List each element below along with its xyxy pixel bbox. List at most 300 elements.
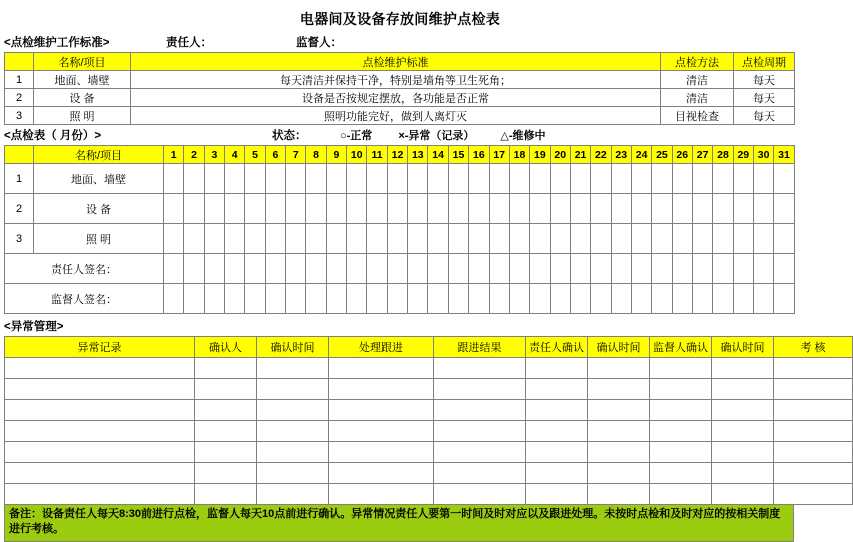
- signature-cell-day-5[interactable]: [245, 284, 265, 314]
- checklist-cell-day-18[interactable]: [509, 194, 529, 224]
- checklist-cell-day-13[interactable]: [408, 164, 428, 194]
- checklist-cell-day-7[interactable]: [286, 194, 306, 224]
- table-row: [5, 107, 795, 125]
- signature-cell-day-22[interactable]: [591, 284, 611, 314]
- signature-cell-day-10[interactable]: [347, 254, 367, 284]
- signature-row: [5, 284, 795, 314]
- signature-cell-day-30[interactable]: [753, 254, 773, 284]
- checklist-cell-day-19[interactable]: [530, 164, 550, 194]
- table-row: [5, 379, 853, 400]
- signature-cell-day-11[interactable]: [367, 284, 387, 314]
- checklist-cell-day-17[interactable]: [489, 194, 509, 224]
- signature-cell-day-12[interactable]: [387, 284, 407, 314]
- checklist-cell-day-22[interactable]: [591, 224, 611, 254]
- signature-label: 监督人签名：: [5, 284, 164, 314]
- abnormal-cell-3[interactable]: [329, 379, 434, 400]
- legend-repairing: △-维修中: [500, 130, 546, 142]
- checklist-header-day-1: 1: [164, 146, 184, 164]
- abnormal-cell-1[interactable]: [195, 484, 257, 505]
- checklist-cell-day-8[interactable]: [306, 224, 326, 254]
- abnormal-cell-4[interactable]: [434, 463, 526, 484]
- checklist-cell-day-16[interactable]: [469, 224, 489, 254]
- abnormal-cell-1[interactable]: [195, 442, 257, 463]
- checklist-cell-day-14[interactable]: [428, 224, 448, 254]
- standards-header-standard: 点检维护标准: [131, 53, 661, 71]
- abnormal-header-5: 责任人确认: [526, 337, 588, 358]
- signature-cell-day-24[interactable]: [631, 254, 651, 284]
- standards-header-row: [5, 53, 795, 71]
- signature-cell-day-23[interactable]: [611, 254, 631, 284]
- abnormal-cell-0[interactable]: [5, 358, 195, 379]
- checklist-row-name: 照 明: [34, 224, 164, 254]
- abnormal-cell-5[interactable]: [526, 400, 588, 421]
- checklist-table: [4, 145, 795, 314]
- standards-row-standard: 照明功能完好，做到人离灯灭: [131, 107, 661, 125]
- signature-cell-day-22[interactable]: [591, 254, 611, 284]
- checklist-cell-day-14[interactable]: [428, 164, 448, 194]
- checklist-header-day-20: 20: [550, 146, 570, 164]
- checklist-cell-day-22[interactable]: [591, 194, 611, 224]
- checklist-cell-day-1[interactable]: [164, 164, 184, 194]
- standards-row-cycle: 每天: [734, 71, 795, 89]
- abnormal-cell-3[interactable]: [329, 358, 434, 379]
- checklist-cell-day-1[interactable]: [164, 194, 184, 224]
- abnormal-cell-6[interactable]: [588, 379, 650, 400]
- checklist-row-name: 地面、墙壁: [34, 164, 164, 194]
- signature-cell-day-17[interactable]: [489, 284, 509, 314]
- signature-cell-day-31[interactable]: [774, 254, 794, 284]
- checklist-cell-day-9[interactable]: [326, 194, 346, 224]
- checklist-cell-day-29[interactable]: [733, 164, 753, 194]
- checklist-cell-day-31[interactable]: [774, 194, 794, 224]
- checklist-cell-day-30[interactable]: [753, 164, 773, 194]
- abnormal-header-3: 处理跟进: [329, 337, 434, 358]
- table-row: [5, 224, 795, 254]
- signature-cell-day-2[interactable]: [184, 284, 204, 314]
- standards-row-name: 地面、墙壁: [34, 71, 131, 89]
- checklist-header-day-19: 19: [530, 146, 550, 164]
- supervisor-label: 监督人：: [296, 37, 342, 49]
- signature-cell-day-16[interactable]: [469, 284, 489, 314]
- abnormal-cell-8[interactable]: [712, 442, 774, 463]
- abnormal-cell-3[interactable]: [329, 442, 434, 463]
- signature-cell-day-9[interactable]: [326, 254, 346, 284]
- signature-cell-day-13[interactable]: [408, 284, 428, 314]
- checklist-header-day-4: 4: [225, 146, 245, 164]
- signature-cell-day-14[interactable]: [428, 254, 448, 284]
- checklist-cell-day-14[interactable]: [428, 194, 448, 224]
- abnormal-cell-4[interactable]: [434, 358, 526, 379]
- checklist-cell-day-21[interactable]: [570, 224, 590, 254]
- checklist-cell-day-8[interactable]: [306, 194, 326, 224]
- checklist-cell-day-19[interactable]: [530, 224, 550, 254]
- state-label: 状态：: [272, 130, 307, 142]
- table-row: [5, 421, 853, 442]
- signature-label: 责任人签名：: [5, 254, 164, 284]
- checklist-cell-day-26[interactable]: [672, 164, 692, 194]
- abnormal-cell-7[interactable]: [650, 400, 712, 421]
- abnormal-cell-3[interactable]: [329, 484, 434, 505]
- checklist-cell-day-11[interactable]: [367, 194, 387, 224]
- table-row: [5, 71, 795, 89]
- signature-cell-day-15[interactable]: [448, 254, 468, 284]
- signature-cell-day-7[interactable]: [286, 254, 306, 284]
- abnormal-cell-9[interactable]: [774, 442, 853, 463]
- signature-cell-day-8[interactable]: [306, 284, 326, 314]
- signature-cell-day-2[interactable]: [184, 254, 204, 284]
- checklist-cell-day-25[interactable]: [652, 224, 672, 254]
- signature-cell-day-14[interactable]: [428, 284, 448, 314]
- checklist-cell-day-31[interactable]: [774, 164, 794, 194]
- abnormal-cell-8[interactable]: [712, 358, 774, 379]
- checklist-section-label: <点检表（ 月份）>: [4, 130, 102, 142]
- standards-row-no: 2: [5, 89, 34, 107]
- checklist-row-name: 设 备: [34, 194, 164, 224]
- signature-cell-day-27[interactable]: [692, 254, 712, 284]
- checklist-cell-day-17[interactable]: [489, 164, 509, 194]
- checklist-cell-day-20[interactable]: [550, 194, 570, 224]
- checklist-cell-day-26[interactable]: [672, 194, 692, 224]
- checklist-cell-day-23[interactable]: [611, 194, 631, 224]
- abnormal-cell-5[interactable]: [526, 442, 588, 463]
- abnormal-cell-7[interactable]: [650, 421, 712, 442]
- abnormal-cell-2[interactable]: [257, 358, 329, 379]
- checklist-cell-day-22[interactable]: [591, 164, 611, 194]
- checklist-cell-day-24[interactable]: [631, 164, 651, 194]
- abnormal-cell-8[interactable]: [712, 484, 774, 505]
- abnormal-cell-1[interactable]: [195, 358, 257, 379]
- legend-abnormal: ×-异常（记录）: [398, 130, 475, 142]
- checklist-header-day-27: 27: [692, 146, 712, 164]
- abnormal-cell-1[interactable]: [195, 421, 257, 442]
- checklist-cell-day-12[interactable]: [387, 224, 407, 254]
- abnormal-cell-8[interactable]: [712, 379, 774, 400]
- abnormal-cell-8[interactable]: [712, 463, 774, 484]
- checklist-cell-day-23[interactable]: [611, 164, 631, 194]
- signature-cell-day-13[interactable]: [408, 254, 428, 284]
- signature-cell-day-31[interactable]: [774, 284, 794, 314]
- checklist-cell-day-11[interactable]: [367, 224, 387, 254]
- checklist-cell-day-27[interactable]: [692, 194, 712, 224]
- checklist-cell-day-24[interactable]: [631, 224, 651, 254]
- checklist-header-row: [5, 146, 795, 164]
- checklist-cell-day-4[interactable]: [225, 164, 245, 194]
- abnormal-cell-5[interactable]: [526, 421, 588, 442]
- abnormal-cell-7[interactable]: [650, 358, 712, 379]
- checklist-cell-day-4[interactable]: [225, 224, 245, 254]
- abnormal-cell-0[interactable]: [5, 379, 195, 400]
- checklist-cell-day-29[interactable]: [733, 224, 753, 254]
- checklist-cell-day-11[interactable]: [367, 164, 387, 194]
- abnormal-cell-9[interactable]: [774, 358, 853, 379]
- signature-cell-day-4[interactable]: [225, 254, 245, 284]
- standards-row-no: 3: [5, 107, 34, 125]
- checklist-cell-day-3[interactable]: [204, 224, 224, 254]
- checklist-cell-day-15[interactable]: [448, 224, 468, 254]
- signature-cell-day-8[interactable]: [306, 254, 326, 284]
- checklist-header-day-12: 12: [387, 146, 407, 164]
- checklist-header-day-7: 7: [286, 146, 306, 164]
- checklist-cell-day-7[interactable]: [286, 224, 306, 254]
- signature-cell-day-6[interactable]: [265, 254, 285, 284]
- abnormal-cell-4[interactable]: [434, 484, 526, 505]
- checklist-cell-day-13[interactable]: [408, 224, 428, 254]
- abnormal-header-row: [5, 337, 853, 358]
- checklist-cell-day-3[interactable]: [204, 164, 224, 194]
- signature-cell-day-12[interactable]: [387, 254, 407, 284]
- signature-cell-day-3[interactable]: [204, 284, 224, 314]
- checklist-header-day-23: 23: [611, 146, 631, 164]
- signature-cell-day-3[interactable]: [204, 254, 224, 284]
- abnormal-cell-3[interactable]: [329, 421, 434, 442]
- checklist-header-day-31: 31: [774, 146, 794, 164]
- abnormal-header-8: 确认时间: [712, 337, 774, 358]
- signature-cell-day-7[interactable]: [286, 284, 306, 314]
- checklist-cell-day-27[interactable]: [692, 164, 712, 194]
- abnormal-cell-2[interactable]: [257, 463, 329, 484]
- abnormal-cell-4[interactable]: [434, 400, 526, 421]
- abnormal-cell-3[interactable]: [329, 463, 434, 484]
- checklist-cell-day-10[interactable]: [347, 224, 367, 254]
- checklist-cell-day-5[interactable]: [245, 164, 265, 194]
- signature-cell-day-20[interactable]: [550, 254, 570, 284]
- checklist-cell-day-1[interactable]: [164, 224, 184, 254]
- checklist-cell-day-12[interactable]: [387, 164, 407, 194]
- checklist-header-day-26: 26: [672, 146, 692, 164]
- abnormal-cell-1[interactable]: [195, 379, 257, 400]
- checklist-cell-day-16[interactable]: [469, 194, 489, 224]
- abnormal-cell-2[interactable]: [257, 400, 329, 421]
- signature-cell-day-21[interactable]: [570, 254, 590, 284]
- abnormal-cell-9[interactable]: [774, 379, 853, 400]
- abnormal-cell-7[interactable]: [650, 484, 712, 505]
- checklist-row-no: 1: [5, 164, 34, 194]
- signature-cell-day-30[interactable]: [753, 284, 773, 314]
- abnormal-cell-0[interactable]: [5, 421, 195, 442]
- abnormal-cell-7[interactable]: [650, 463, 712, 484]
- abnormal-cell-6[interactable]: [588, 421, 650, 442]
- signature-cell-day-29[interactable]: [733, 254, 753, 284]
- abnormal-cell-6[interactable]: [588, 400, 650, 421]
- checklist-cell-day-15[interactable]: [448, 194, 468, 224]
- checklist-header-day-11: 11: [367, 146, 387, 164]
- standards-header-method: 点检方法: [661, 53, 734, 71]
- abnormal-cell-0[interactable]: [5, 484, 195, 505]
- table-row: [5, 164, 795, 194]
- checklist-cell-day-7[interactable]: [286, 164, 306, 194]
- checklist-cell-day-8[interactable]: [306, 164, 326, 194]
- checklist-cell-day-18[interactable]: [509, 224, 529, 254]
- checklist-header-day-8: 8: [306, 146, 326, 164]
- checklist-cell-day-28[interactable]: [713, 164, 733, 194]
- checklist-cell-day-6[interactable]: [265, 194, 285, 224]
- checklist-cell-day-10[interactable]: [347, 164, 367, 194]
- standards-row-standard: 设备是否按规定摆放，各功能是否正常: [131, 89, 661, 107]
- standards-section-label-row: [0, 32, 800, 52]
- checklist-cell-day-20[interactable]: [550, 164, 570, 194]
- signature-cell-day-4[interactable]: [225, 284, 245, 314]
- abnormal-header-6: 确认时间: [588, 337, 650, 358]
- checklist-cell-day-10[interactable]: [347, 194, 367, 224]
- checklist-header-day-13: 13: [408, 146, 428, 164]
- abnormal-cell-6[interactable]: [588, 358, 650, 379]
- signature-cell-day-16[interactable]: [469, 254, 489, 284]
- abnormal-cell-1[interactable]: [195, 463, 257, 484]
- checklist-cell-day-15[interactable]: [448, 164, 468, 194]
- checklist-header-day-16: 16: [469, 146, 489, 164]
- checklist-header-day-28: 28: [713, 146, 733, 164]
- checklist-header-day-9: 9: [326, 146, 346, 164]
- checklist-cell-day-2[interactable]: [184, 194, 204, 224]
- signature-cell-day-25[interactable]: [652, 284, 672, 314]
- abnormal-cell-7[interactable]: [650, 379, 712, 400]
- checklist-cell-day-28[interactable]: [713, 194, 733, 224]
- signature-cell-day-26[interactable]: [672, 254, 692, 284]
- checklist-cell-day-24[interactable]: [631, 194, 651, 224]
- signature-cell-day-17[interactable]: [489, 254, 509, 284]
- signature-cell-day-28[interactable]: [713, 284, 733, 314]
- abnormal-cell-5[interactable]: [526, 379, 588, 400]
- checklist-cell-day-17[interactable]: [489, 224, 509, 254]
- checklist-header-day-17: 17: [489, 146, 509, 164]
- abnormal-section-label: <异常管理>: [4, 321, 64, 333]
- checklist-cell-day-12[interactable]: [387, 194, 407, 224]
- checklist-cell-day-18[interactable]: [509, 164, 529, 194]
- signature-cell-day-24[interactable]: [631, 284, 651, 314]
- checklist-cell-day-21[interactable]: [570, 164, 590, 194]
- signature-cell-day-18[interactable]: [509, 254, 529, 284]
- abnormal-cell-5[interactable]: [526, 463, 588, 484]
- checklist-cell-day-4[interactable]: [225, 194, 245, 224]
- signature-cell-day-5[interactable]: [245, 254, 265, 284]
- abnormal-cell-1[interactable]: [195, 400, 257, 421]
- signature-cell-day-19[interactable]: [530, 284, 550, 314]
- abnormal-cell-2[interactable]: [257, 442, 329, 463]
- signature-cell-day-15[interactable]: [448, 284, 468, 314]
- checklist-row-no: 2: [5, 194, 34, 224]
- signature-row: [5, 254, 795, 284]
- abnormal-cell-6[interactable]: [588, 442, 650, 463]
- signature-cell-day-20[interactable]: [550, 284, 570, 314]
- checklist-cell-day-31[interactable]: [774, 224, 794, 254]
- standards-row-method: 目视检查: [661, 107, 734, 125]
- standards-row-cycle: 每天: [734, 107, 795, 125]
- checklist-header-day-29: 29: [733, 146, 753, 164]
- abnormal-cell-0[interactable]: [5, 400, 195, 421]
- signature-cell-day-28[interactable]: [713, 254, 733, 284]
- checklist-cell-day-30[interactable]: [753, 224, 773, 254]
- checklist-cell-day-29[interactable]: [733, 194, 753, 224]
- checklist-cell-day-23[interactable]: [611, 224, 631, 254]
- abnormal-cell-7[interactable]: [650, 442, 712, 463]
- abnormal-cell-6[interactable]: [588, 463, 650, 484]
- abnormal-cell-9[interactable]: [774, 421, 853, 442]
- table-row: [5, 358, 853, 379]
- checklist-cell-day-20[interactable]: [550, 224, 570, 254]
- abnormal-cell-2[interactable]: [257, 379, 329, 400]
- abnormal-cell-8[interactable]: [712, 421, 774, 442]
- checklist-header-day-25: 25: [652, 146, 672, 164]
- signature-cell-day-9[interactable]: [326, 284, 346, 314]
- checklist-cell-day-28[interactable]: [713, 224, 733, 254]
- checklist-header-no: [5, 146, 34, 164]
- checklist-cell-day-5[interactable]: [245, 194, 265, 224]
- abnormal-cell-4[interactable]: [434, 442, 526, 463]
- checklist-row-no: 3: [5, 224, 34, 254]
- abnormal-cell-2[interactable]: [257, 484, 329, 505]
- checklist-cell-day-25[interactable]: [652, 164, 672, 194]
- signature-cell-day-23[interactable]: [611, 284, 631, 314]
- signature-cell-day-1[interactable]: [164, 284, 184, 314]
- checklist-cell-day-21[interactable]: [570, 194, 590, 224]
- checklist-cell-day-30[interactable]: [753, 194, 773, 224]
- checklist-cell-day-2[interactable]: [184, 224, 204, 254]
- abnormal-cell-9[interactable]: [774, 463, 853, 484]
- standards-row-no: 1: [5, 71, 34, 89]
- abnormal-cell-6[interactable]: [588, 484, 650, 505]
- standards-row-method: 清洁: [661, 89, 734, 107]
- abnormal-cell-2[interactable]: [257, 421, 329, 442]
- checklist-cell-day-27[interactable]: [692, 224, 712, 254]
- abnormal-header-4: 跟进结果: [434, 337, 526, 358]
- abnormal-cell-0[interactable]: [5, 442, 195, 463]
- checklist-cell-day-25[interactable]: [652, 194, 672, 224]
- checklist-cell-day-3[interactable]: [204, 194, 224, 224]
- checklist-cell-day-5[interactable]: [245, 224, 265, 254]
- signature-cell-day-26[interactable]: [672, 284, 692, 314]
- checklist-cell-day-19[interactable]: [530, 194, 550, 224]
- abnormal-cell-4[interactable]: [434, 421, 526, 442]
- checklist-cell-day-13[interactable]: [408, 194, 428, 224]
- abnormal-cell-4[interactable]: [434, 379, 526, 400]
- abnormal-cell-5[interactable]: [526, 358, 588, 379]
- signature-cell-day-11[interactable]: [367, 254, 387, 284]
- signature-cell-day-19[interactable]: [530, 254, 550, 284]
- abnormal-cell-9[interactable]: [774, 400, 853, 421]
- standards-row-name: 设 备: [34, 89, 131, 107]
- abnormal-cell-8[interactable]: [712, 400, 774, 421]
- signature-cell-day-21[interactable]: [570, 284, 590, 314]
- signature-cell-day-27[interactable]: [692, 284, 712, 314]
- abnormal-cell-3[interactable]: [329, 400, 434, 421]
- checklist-cell-day-6[interactable]: [265, 164, 285, 194]
- checklist-cell-day-2[interactable]: [184, 164, 204, 194]
- abnormal-header-0: 异常记录: [5, 337, 195, 358]
- checklist-cell-day-9[interactable]: [326, 164, 346, 194]
- checklist-cell-day-26[interactable]: [672, 224, 692, 254]
- abnormal-cell-5[interactable]: [526, 484, 588, 505]
- signature-cell-day-6[interactable]: [265, 284, 285, 314]
- checklist-cell-day-16[interactable]: [469, 164, 489, 194]
- checklist-header-day-2: 2: [184, 146, 204, 164]
- signature-cell-day-18[interactable]: [509, 284, 529, 314]
- standards-row-method: 清洁: [661, 71, 734, 89]
- standards-table: [4, 52, 795, 125]
- page-title: 电器间及设备存放间维护点检表: [299, 11, 501, 27]
- signature-cell-day-1[interactable]: [164, 254, 184, 284]
- standards-section-label: <点检维护工作标准>: [4, 37, 110, 49]
- footer-note: 备注：设备责任人每天8:30前进行点检，监督人每天10点前进行确认。异常情况责任人要第一时间及时对应以及跟进处理。未按时点检和及时对应的按相关制度进行考核。: [4, 505, 794, 542]
- abnormal-cell-9[interactable]: [774, 484, 853, 505]
- signature-cell-day-25[interactable]: [652, 254, 672, 284]
- abnormal-cell-0[interactable]: [5, 463, 195, 484]
- checklist-cell-day-9[interactable]: [326, 224, 346, 254]
- checklist-cell-day-6[interactable]: [265, 224, 285, 254]
- standards-row-name: 照 明: [34, 107, 131, 125]
- abnormal-header-2: 确认时间: [257, 337, 329, 358]
- signature-cell-day-10[interactable]: [347, 284, 367, 314]
- signature-cell-day-29[interactable]: [733, 284, 753, 314]
